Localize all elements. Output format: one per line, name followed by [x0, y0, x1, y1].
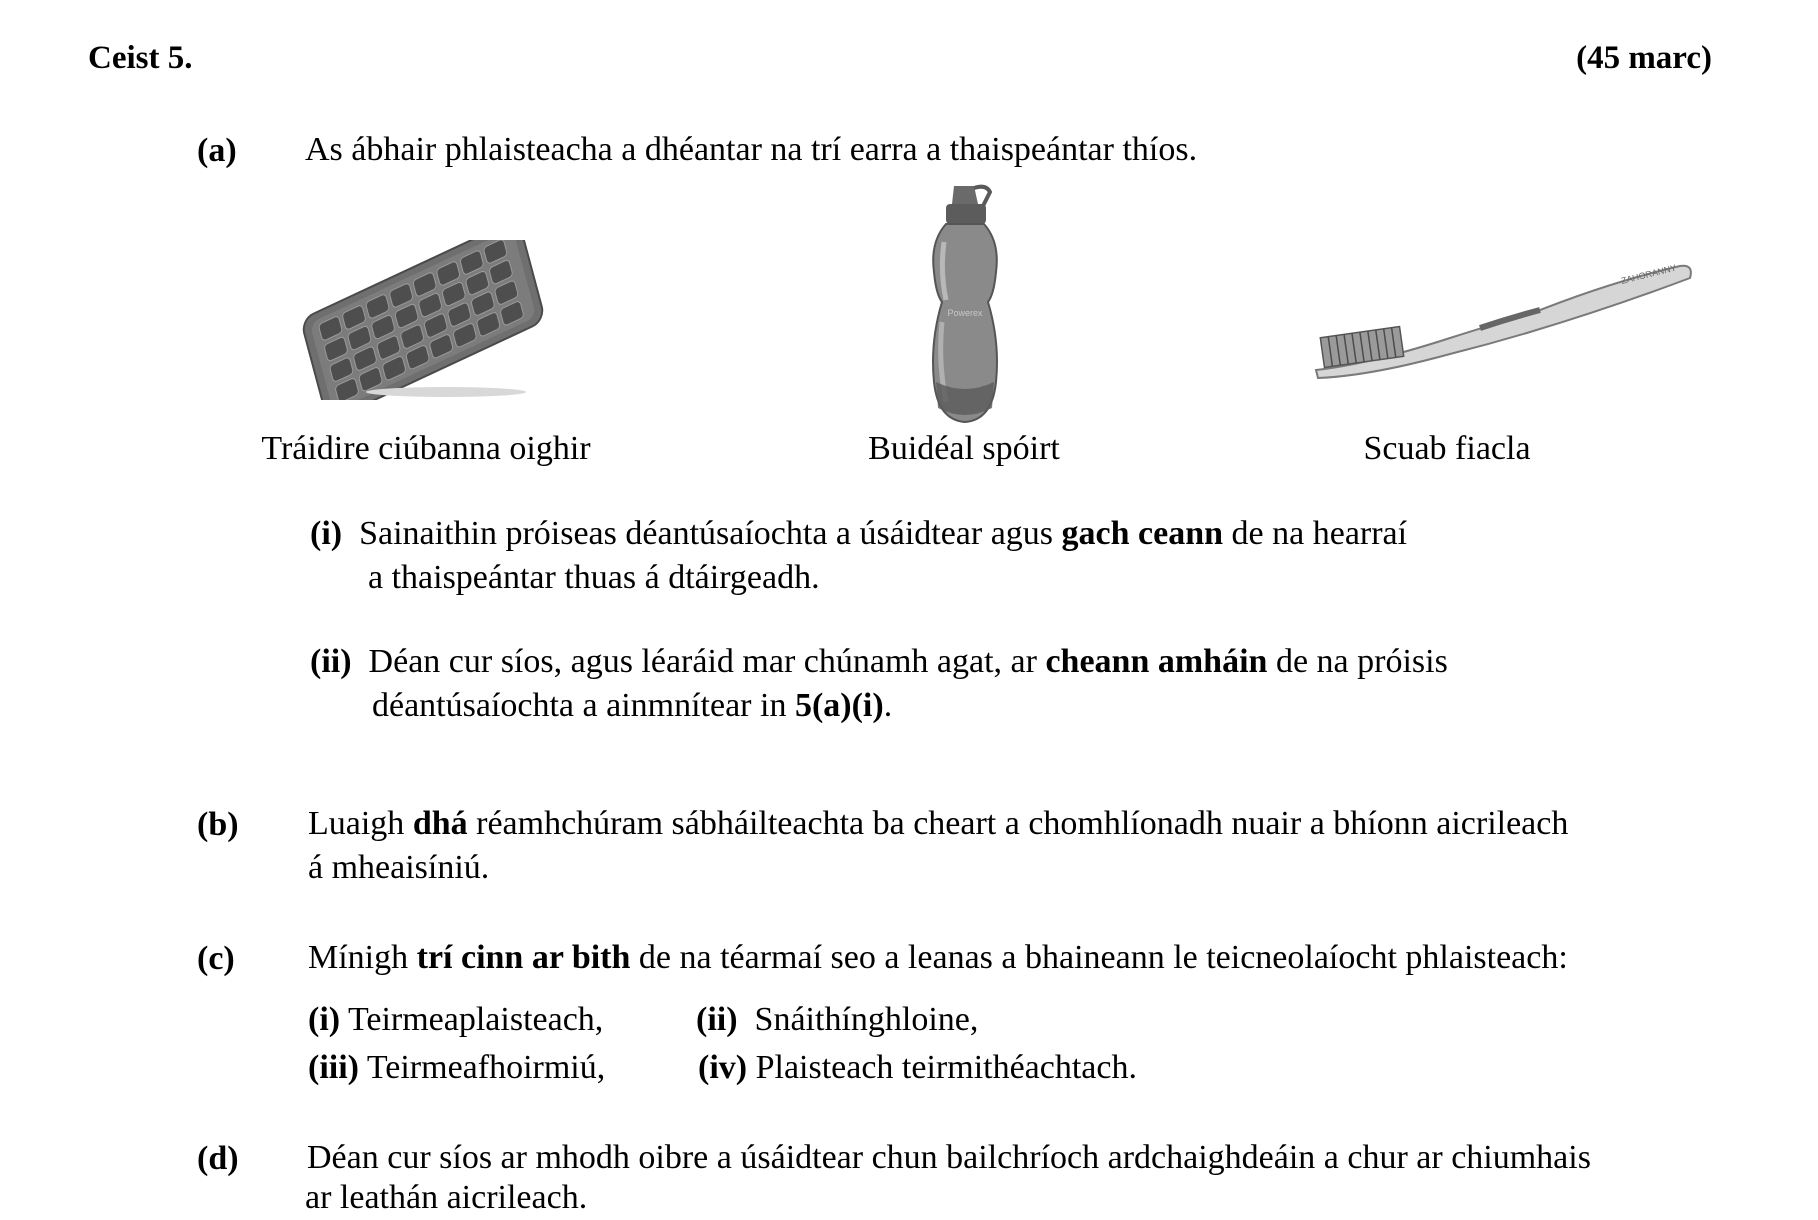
sports-bottle-icon — [922, 182, 1008, 428]
part-c-post: de na téarmaí seo a leanas a bhaineann le teicneolaíocht phlaisteach: — [630, 939, 1568, 976]
term-iii-text: Teirmeafhoirmiú, — [358, 1049, 606, 1086]
part-b-bold: dhá — [412, 805, 468, 842]
part-a-ii-bold: cheann amháin — [1045, 643, 1268, 680]
toothbrush-brand: ZAHORANNY — [1620, 262, 1678, 286]
part-a-ii-post: de na próisis — [1267, 643, 1448, 680]
part-a-label: (a) — [197, 132, 237, 169]
part-c-line1 — [308, 936, 1568, 980]
term-iii — [308, 1046, 605, 1090]
part-a-i-pre: Sainaithin próiseas déantúsaíochta a úsáidtear agus — [359, 515, 1062, 552]
part-a-ii-pre: Déan cur síos, agus léaráid mar chúnamh agat, ar — [368, 643, 1046, 680]
term-ii-text: Snáithínghloine, — [737, 1001, 979, 1038]
part-c-bold: trí cinn ar bith — [416, 939, 631, 976]
toothbrush-icon — [1310, 252, 1694, 382]
part-a-i-bold: gach ceann — [1061, 515, 1224, 552]
part-a-ii-label: (ii) — [310, 643, 352, 680]
part-a-i-line2: a thaispeántar thuas á dtáirgeadh. — [368, 559, 820, 596]
term-ii — [696, 998, 978, 1042]
part-a-text: As ábhair phlaisteacha a dhéantar na trí earra a thaispeántar thíos. — [305, 131, 1198, 168]
part-b-line2: á mheaisíniú. — [308, 849, 490, 886]
part-a-ii-line1 — [310, 640, 1448, 684]
part-b-line1 — [308, 802, 1568, 846]
term-ii-label: (ii) — [696, 1001, 738, 1038]
part-a-ii-line2-pre: déantúsaíochta a ainmnítear in — [372, 687, 795, 724]
caption-toothbrush: Scuab fiacla — [1363, 430, 1531, 467]
part-d-label: (d) — [197, 1140, 239, 1177]
part-c-pre: Mínigh — [308, 939, 417, 976]
marks-label: (45 marc) — [1576, 40, 1712, 76]
part-a-i-line1 — [310, 512, 1407, 556]
caption-ice-tray: Tráidire ciúbanna oighir — [261, 430, 591, 467]
question-title: Ceist 5. — [88, 40, 193, 76]
part-d-line2: ar leathán aicrileach. — [305, 1179, 588, 1216]
term-i — [308, 998, 603, 1042]
part-d-line1: Déan cur síos ar mhodh oibre a úsáidtear chun bailchríoch ardchaighdeáin a chur ar chiumhais — [307, 1139, 1591, 1176]
part-b-post: réamhchúram sábháilteachta ba cheart a chomhlíonadh nuair a bhíonn aicrileach — [467, 805, 1569, 842]
term-iv-text: Plaisteach teirmithéachtach. — [747, 1049, 1137, 1086]
part-a-ii-line2 — [372, 684, 892, 728]
caption-sports-bottle: Buidéal spóirt — [868, 430, 1060, 467]
bottle-brand: Powerex — [947, 308, 983, 318]
part-a-ii-line2-post: . — [883, 687, 893, 724]
part-b-pre: Luaigh — [308, 805, 413, 842]
term-i-text: Teirmeaplaisteach, — [340, 1001, 604, 1038]
part-a-ii-ref: 5(a)(i) — [794, 687, 884, 724]
part-c-label: (c) — [197, 940, 235, 977]
part-a-i-post: de na hearraí — [1223, 515, 1408, 552]
ice-cube-tray-icon — [296, 240, 550, 400]
term-iv — [698, 1046, 1137, 1090]
term-i-label: (i) — [308, 1001, 341, 1038]
term-iv-label: (iv) — [698, 1049, 748, 1086]
term-iii-label: (iii) — [308, 1049, 359, 1086]
part-b-label: (b) — [197, 806, 239, 843]
part-a-i-label: (i) — [310, 515, 343, 552]
